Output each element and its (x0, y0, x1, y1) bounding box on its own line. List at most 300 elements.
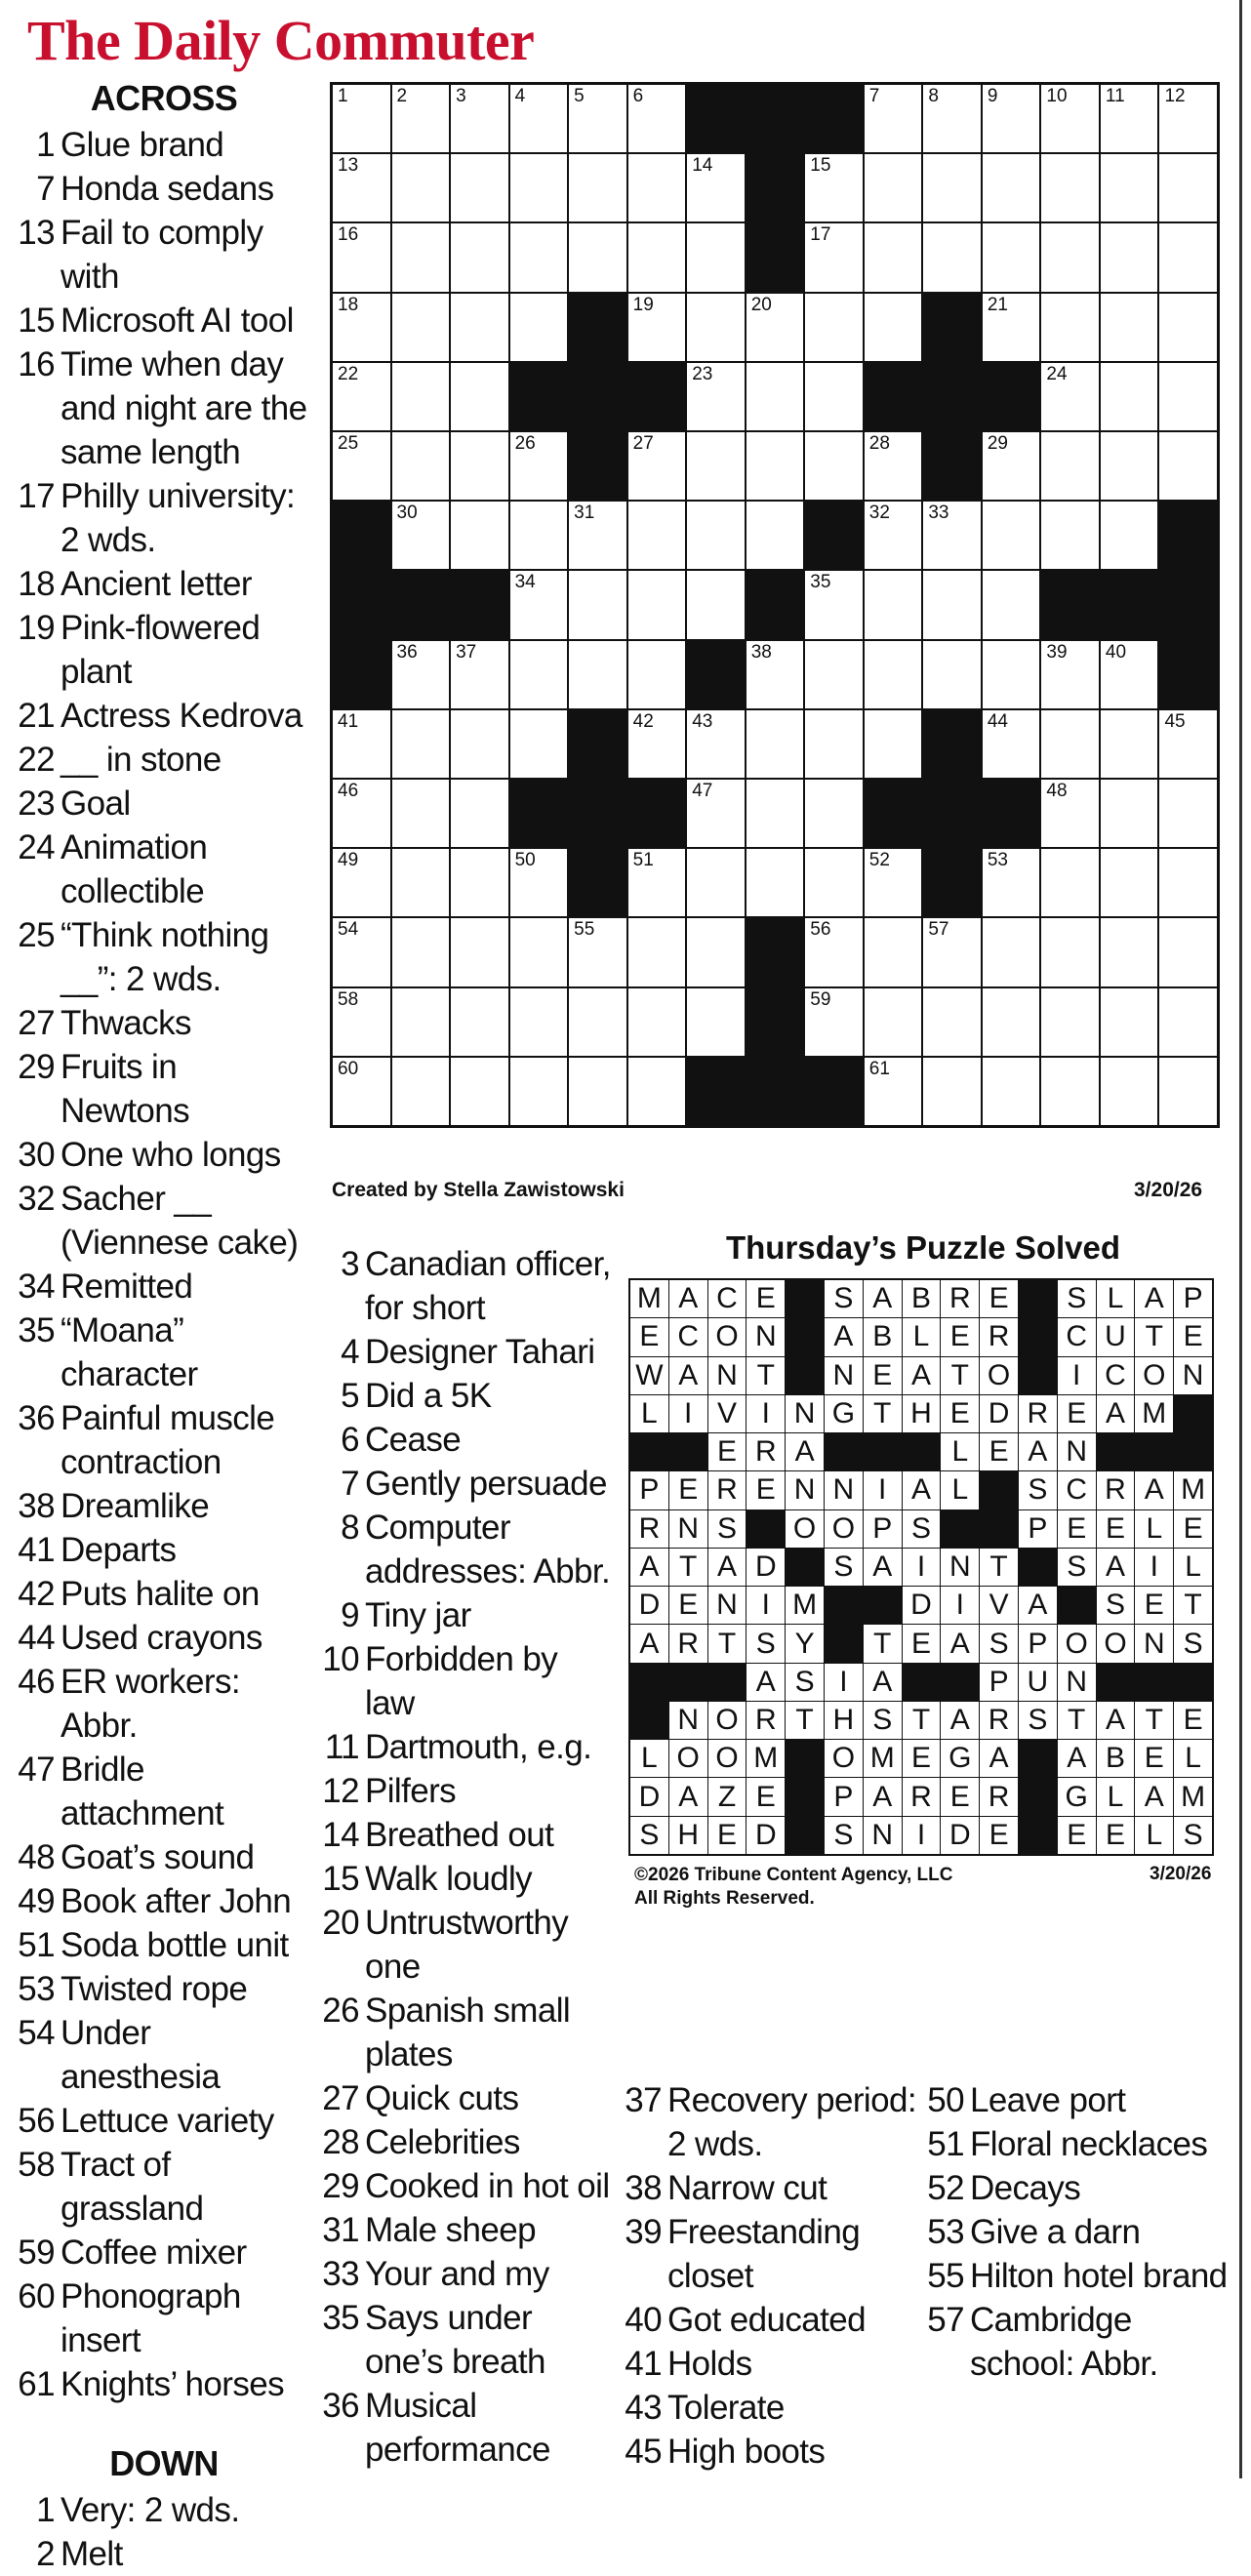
solution-letter: C (1058, 1318, 1096, 1355)
solution-letter: A (1135, 1471, 1173, 1509)
grid-cell[interactable] (628, 918, 686, 986)
grid-cell[interactable] (687, 780, 745, 847)
grid-cell[interactable] (865, 154, 922, 221)
grid-cell[interactable] (983, 641, 1040, 708)
grid-cell[interactable] (628, 849, 686, 916)
clue-number: 41 (18, 1531, 55, 1569)
solution-letter: R (747, 1702, 785, 1739)
grid-cell[interactable] (392, 502, 450, 569)
solution-letter: A (864, 1778, 902, 1815)
grid-cell[interactable] (1159, 432, 1217, 500)
solution-letter: N (825, 1357, 863, 1394)
across-clue (18, 1528, 310, 1572)
grid-cell[interactable] (983, 502, 1040, 569)
clue-number: 42 (18, 1575, 55, 1613)
grid-cell[interactable] (865, 918, 922, 986)
solution-letter: E (903, 1625, 941, 1662)
solution-letter: R (980, 1318, 1018, 1355)
across-clue (18, 1133, 310, 1177)
clue-number: 41 (625, 2345, 662, 2383)
cell-number: 37 (456, 641, 477, 663)
grid-cell[interactable] (747, 432, 804, 500)
grid-cell[interactable] (983, 85, 1040, 152)
crossword-grid (330, 82, 1220, 1128)
clue-number: 5 (341, 1377, 359, 1415)
grid-cell[interactable] (747, 363, 804, 430)
clue-text: Narrow cut (667, 2169, 827, 2207)
grid-cell[interactable] (510, 849, 568, 916)
grid-cell[interactable] (392, 849, 450, 916)
grid-cell[interactable] (1159, 780, 1217, 847)
grid-cell[interactable] (1159, 223, 1217, 291)
grid-cell[interactable] (451, 363, 508, 430)
grid-cell[interactable] (747, 710, 804, 778)
grid-cell[interactable] (1101, 223, 1158, 291)
down-clue (625, 2210, 927, 2298)
solution-letter: O (1097, 1625, 1135, 1662)
grid-cell[interactable] (510, 432, 568, 500)
grid-cell[interactable] (865, 85, 922, 152)
grid-cell[interactable] (628, 988, 686, 1056)
grid-cell[interactable] (1101, 641, 1158, 708)
grid-cell[interactable] (510, 571, 568, 638)
grid-cell[interactable] (510, 502, 568, 569)
across-clue (18, 694, 310, 738)
clue-number: 7 (36, 170, 55, 208)
clue-number: 51 (927, 2125, 964, 2163)
solution-letter: N (786, 1395, 824, 1432)
down-clue (322, 1242, 615, 1330)
grid-block (747, 571, 804, 638)
solution-block (786, 1280, 824, 1317)
grid-cell[interactable] (805, 988, 863, 1056)
grid-cell[interactable] (628, 571, 686, 638)
solution-letter: N (864, 1817, 902, 1854)
grid-cell[interactable] (805, 780, 863, 847)
across-clue (18, 1923, 310, 1967)
grid-cell[interactable] (805, 571, 863, 638)
down-clue (322, 1725, 615, 1769)
grid-cell[interactable] (1101, 780, 1158, 847)
solution-letter: E (747, 1471, 785, 1509)
grid-cell[interactable] (1159, 85, 1217, 152)
solution-letter: I (1058, 1357, 1096, 1394)
grid-cell[interactable] (747, 502, 804, 569)
cell-number: 58 (338, 988, 359, 1010)
grid-cell[interactable] (333, 85, 390, 152)
clue-text: Puts halite on (61, 1575, 260, 1613)
grid-cell[interactable] (1041, 294, 1099, 361)
grid-cell[interactable] (510, 85, 568, 152)
grid-cell[interactable] (687, 223, 745, 291)
solution-letter: A (1097, 1702, 1135, 1739)
grid-cell[interactable] (805, 918, 863, 986)
grid-cell[interactable] (333, 849, 390, 916)
grid-cell[interactable] (923, 502, 981, 569)
cell-number: 16 (338, 224, 359, 246)
grid-cell[interactable] (923, 1058, 981, 1125)
solution-title: Thursday’s Puzzle Solved (725, 1229, 1121, 1266)
grid-cell[interactable] (569, 571, 626, 638)
grid-cell[interactable] (628, 432, 686, 500)
grid-cell[interactable] (1159, 918, 1217, 986)
cell-number: 48 (1046, 780, 1068, 801)
grid-cell[interactable] (451, 294, 508, 361)
solution-letter: R (1097, 1471, 1135, 1509)
solution-letter: D (980, 1395, 1018, 1432)
grid-cell[interactable] (983, 154, 1040, 221)
grid-cell[interactable] (1159, 363, 1217, 430)
grid-cell[interactable] (628, 154, 686, 221)
cell-number: 24 (1046, 363, 1068, 384)
grid-cell[interactable] (333, 780, 390, 847)
grid-cell[interactable] (923, 641, 981, 708)
solution-letter: T (669, 1549, 707, 1586)
grid-cell[interactable] (628, 641, 686, 708)
grid-cell[interactable] (392, 363, 450, 430)
grid-cell[interactable] (983, 849, 1040, 916)
grid-cell[interactable] (747, 641, 804, 708)
across-clue (18, 342, 310, 474)
solution-letter: O (786, 1510, 824, 1548)
grid-cell[interactable] (983, 1058, 1040, 1125)
grid-cell[interactable] (451, 988, 508, 1056)
clue-number: 43 (625, 2389, 662, 2427)
solution-letter: L (941, 1471, 979, 1509)
grid-cell[interactable] (569, 641, 626, 708)
grid-cell[interactable] (1159, 294, 1217, 361)
solution-letter: E (1058, 1510, 1096, 1548)
grid-cell[interactable] (1101, 502, 1158, 569)
grid-cell[interactable] (451, 223, 508, 291)
grid-cell[interactable] (1101, 849, 1158, 916)
solution-letter: E (708, 1817, 747, 1854)
grid-cell[interactable] (1101, 1058, 1158, 1125)
grid-cell[interactable] (451, 502, 508, 569)
grid-cell[interactable] (687, 571, 745, 638)
grid-cell[interactable] (1041, 918, 1099, 986)
down-clue (322, 1989, 615, 2076)
cell-number: 33 (928, 503, 949, 524)
cell-number: 32 (868, 503, 890, 524)
across-clue (18, 1308, 310, 1396)
grid-cell[interactable] (1041, 1058, 1099, 1125)
clue-text: Cambridge school: Abbr. (970, 2301, 1158, 2383)
grid-cell[interactable] (1041, 988, 1099, 1056)
grid-cell[interactable] (392, 710, 450, 778)
grid-cell[interactable] (333, 710, 390, 778)
down-clue (625, 2430, 927, 2474)
grid-cell[interactable] (628, 223, 686, 291)
grid-cell[interactable] (628, 294, 686, 361)
clue-text: Glue brand (61, 126, 224, 164)
down-clue (322, 2120, 615, 2164)
grid-cell[interactable] (451, 710, 508, 778)
grid-cell[interactable] (1101, 85, 1158, 152)
clue-number: 40 (625, 2301, 662, 2339)
grid-cell[interactable] (923, 154, 981, 221)
grid-cell[interactable] (687, 849, 745, 916)
grid-cell[interactable] (451, 1058, 508, 1125)
grid-cell[interactable] (628, 710, 686, 778)
grid-cell[interactable] (451, 918, 508, 986)
grid-cell[interactable] (628, 502, 686, 569)
grid-cell[interactable] (510, 918, 568, 986)
cell-number: 13 (338, 155, 359, 177)
solution-letter: C (1058, 1471, 1096, 1509)
grid-cell[interactable] (687, 294, 745, 361)
down-clue (927, 2078, 1230, 2122)
grid-cell[interactable] (569, 154, 626, 221)
grid-cell[interactable] (510, 1058, 568, 1125)
solution-block (825, 1587, 863, 1624)
grid-cell[interactable] (569, 85, 626, 152)
grid-cell[interactable] (392, 988, 450, 1056)
clue-number: 38 (18, 1487, 55, 1525)
grid-cell[interactable] (1041, 641, 1099, 708)
grid-cell[interactable] (451, 85, 508, 152)
grid-cell[interactable] (510, 154, 568, 221)
grid-cell[interactable] (747, 294, 804, 361)
grid-cell[interactable] (865, 502, 922, 569)
grid-cell[interactable] (983, 918, 1040, 986)
solution-letter: I (747, 1587, 785, 1624)
grid-cell[interactable] (1041, 154, 1099, 221)
solution-letter: W (630, 1357, 668, 1394)
grid-cell[interactable] (865, 294, 922, 361)
across-clue (18, 2099, 310, 2143)
grid-cell[interactable] (1159, 154, 1217, 221)
grid-cell[interactable] (1159, 988, 1217, 1056)
grid-cell[interactable] (451, 154, 508, 221)
grid-cell[interactable] (510, 710, 568, 778)
grid-cell[interactable] (687, 363, 745, 430)
grid-cell[interactable] (923, 988, 981, 1056)
down-clue (322, 1418, 615, 1462)
grid-cell[interactable] (687, 988, 745, 1056)
grid-cell[interactable] (805, 223, 863, 291)
down-clue (322, 2208, 615, 2252)
grid-cell[interactable] (923, 918, 981, 986)
grid-cell[interactable] (805, 363, 863, 430)
grid-cell[interactable] (805, 710, 863, 778)
grid-cell[interactable] (747, 780, 804, 847)
grid-cell[interactable] (333, 988, 390, 1056)
grid-cell[interactable] (569, 1058, 626, 1125)
clue-number: 33 (322, 2255, 359, 2293)
grid-cell[interactable] (983, 432, 1040, 500)
solution-letter: G (825, 1395, 863, 1432)
grid-cell[interactable] (333, 432, 390, 500)
grid-cell[interactable] (805, 432, 863, 500)
down-clue (322, 1506, 615, 1593)
grid-cell[interactable] (392, 294, 450, 361)
grid-cell[interactable] (805, 641, 863, 708)
solution-block (1135, 1664, 1173, 1701)
grid-cell[interactable] (392, 918, 450, 986)
solution-letter: R (980, 1702, 1018, 1739)
solution-letter: E (630, 1318, 668, 1355)
clue-number: 4 (341, 1333, 359, 1371)
grid-cell[interactable] (865, 1058, 922, 1125)
clue-number: 18 (18, 565, 55, 603)
grid-cell[interactable] (333, 363, 390, 430)
grid-cell[interactable] (983, 294, 1040, 361)
grid-cell[interactable] (1101, 710, 1158, 778)
grid-cell[interactable] (392, 1058, 450, 1125)
grid-cell[interactable] (333, 1058, 390, 1125)
grid-cell[interactable] (1041, 363, 1099, 430)
cell-number: 61 (868, 1058, 890, 1079)
grid-cell[interactable] (510, 294, 568, 361)
grid-cell[interactable] (392, 780, 450, 847)
grid-cell[interactable] (805, 154, 863, 221)
grid-cell[interactable] (510, 223, 568, 291)
solution-letter: O (980, 1357, 1018, 1394)
grid-cell[interactable] (983, 988, 1040, 1056)
grid-cell[interactable] (805, 294, 863, 361)
grid-cell[interactable] (628, 85, 686, 152)
solution-letter: M (786, 1587, 824, 1624)
cell-number: 55 (574, 919, 595, 941)
grid-cell[interactable] (1041, 223, 1099, 291)
grid-cell[interactable] (451, 432, 508, 500)
solution-letter: L (1174, 1740, 1212, 1777)
clue-text: Philly university: 2 wds. (61, 477, 296, 559)
grid-cell[interactable] (983, 710, 1040, 778)
solution-letter: G (941, 1740, 979, 1777)
grid-cell[interactable] (1101, 918, 1158, 986)
clue-text: Coffee mixer (61, 2234, 247, 2272)
solution-block (1019, 1740, 1057, 1777)
grid-cell[interactable] (333, 918, 390, 986)
grid-cell[interactable] (392, 85, 450, 152)
grid-cell[interactable] (569, 918, 626, 986)
grid-cell[interactable] (333, 223, 390, 291)
grid-cell[interactable] (687, 502, 745, 569)
clue-number: 11 (324, 1728, 359, 1766)
clue-text: Floral necklaces (970, 2125, 1208, 2163)
grid-cell[interactable] (1101, 432, 1158, 500)
solution-letter: A (825, 1318, 863, 1355)
clue-text: “Moana” character (61, 1311, 198, 1393)
solution-block (708, 1664, 747, 1701)
grid-cell[interactable] (1101, 294, 1158, 361)
grid-cell[interactable] (569, 223, 626, 291)
grid-cell[interactable] (569, 502, 626, 569)
grid-cell[interactable] (983, 223, 1040, 291)
grid-cell[interactable] (1159, 849, 1217, 916)
grid-cell[interactable] (865, 432, 922, 500)
grid-cell[interactable] (687, 154, 745, 221)
grid-cell[interactable] (1041, 502, 1099, 569)
solution-letter: N (708, 1587, 747, 1624)
grid-cell[interactable] (1041, 849, 1099, 916)
solution-letter: D (941, 1817, 979, 1854)
solution-letter: N (669, 1702, 707, 1739)
grid-cell[interactable] (628, 1058, 686, 1125)
clue-number: 54 (18, 2014, 55, 2052)
cell-number: 19 (632, 294, 654, 315)
grid-cell[interactable] (333, 154, 390, 221)
grid-block (747, 85, 804, 152)
grid-cell[interactable] (392, 223, 450, 291)
grid-cell[interactable] (451, 849, 508, 916)
grid-cell[interactable] (687, 710, 745, 778)
solution-letter: D (630, 1778, 668, 1815)
solution-letter: E (941, 1778, 979, 1815)
grid-cell[interactable] (1101, 988, 1158, 1056)
clue-text: Give a darn (970, 2213, 1141, 2251)
grid-cell[interactable] (510, 988, 568, 1056)
grid-cell[interactable] (923, 223, 981, 291)
solution-letter: R (630, 1510, 668, 1548)
grid-cell[interactable] (1041, 85, 1099, 152)
grid-cell[interactable] (923, 571, 981, 638)
grid-cell[interactable] (865, 710, 922, 778)
grid-cell[interactable] (333, 294, 390, 361)
down-clue (322, 1857, 615, 1901)
grid-block (333, 502, 390, 569)
solution-letter: C (708, 1280, 747, 1317)
grid-cell[interactable] (747, 849, 804, 916)
grid-cell[interactable] (687, 432, 745, 500)
grid-cell[interactable] (510, 641, 568, 708)
solution-letter: E (1135, 1740, 1173, 1777)
grid-cell[interactable] (1101, 363, 1158, 430)
grid-cell[interactable] (1159, 1058, 1217, 1125)
grid-cell[interactable] (865, 988, 922, 1056)
across-clue (18, 2231, 310, 2274)
solution-block (1019, 1817, 1057, 1854)
grid-cell[interactable] (865, 223, 922, 291)
cell-number: 8 (928, 86, 939, 106)
grid-cell[interactable] (1101, 154, 1158, 221)
grid-cell[interactable] (451, 780, 508, 847)
grid-cell[interactable] (392, 641, 450, 708)
solution-block (630, 1433, 668, 1470)
grid-cell[interactable] (1041, 710, 1099, 778)
grid-cell[interactable] (1041, 432, 1099, 500)
grid-cell[interactable] (687, 918, 745, 986)
grid-cell[interactable] (865, 641, 922, 708)
grid-cell[interactable] (983, 571, 1040, 638)
grid-block (510, 780, 568, 847)
grid-cell[interactable] (1159, 710, 1217, 778)
clue-text: Designer Tahari (365, 1333, 595, 1371)
solution-letter: E (1097, 1510, 1135, 1548)
grid-block (983, 363, 1040, 430)
grid-cell[interactable] (392, 432, 450, 500)
grid-cell[interactable] (923, 85, 981, 152)
grid-cell[interactable] (865, 571, 922, 638)
grid-cell[interactable] (451, 641, 508, 708)
grid-cell[interactable] (865, 849, 922, 916)
solution-letter: E (980, 1280, 1018, 1317)
grid-cell[interactable] (392, 154, 450, 221)
clue-number: 8 (341, 1509, 359, 1547)
solution-letter: P (1019, 1625, 1057, 1662)
solution-block (1019, 1778, 1057, 1815)
down-clue (625, 2386, 927, 2430)
cell-number: 60 (338, 1058, 359, 1079)
grid-cell[interactable] (805, 849, 863, 916)
clue-number: 21 (18, 697, 55, 735)
grid-cell[interactable] (1041, 780, 1099, 847)
cell-number: 30 (396, 503, 418, 524)
clue-text: Ancient letter (61, 565, 252, 603)
grid-cell[interactable] (569, 988, 626, 1056)
